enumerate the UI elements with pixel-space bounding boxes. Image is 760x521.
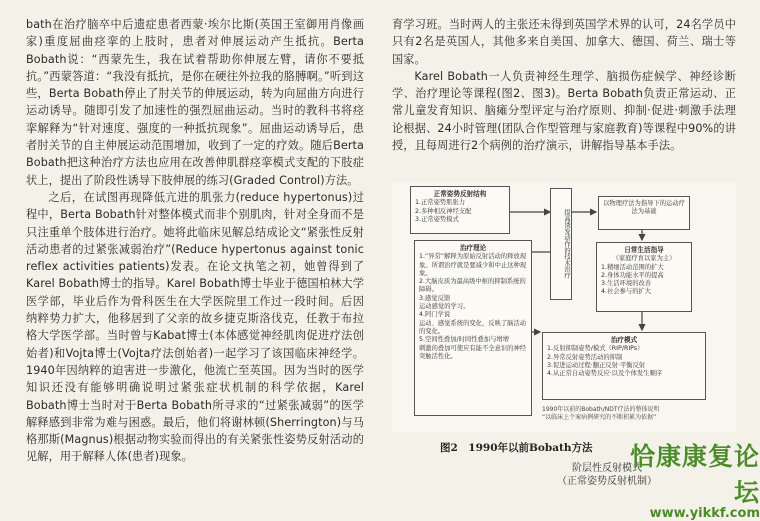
treatment-model-box bbox=[542, 332, 706, 400]
box-item: 3.感觉反馈 bbox=[419, 294, 451, 302]
box-item: 3.生活环境的改善 bbox=[601, 280, 652, 288]
normal-posture-box bbox=[410, 186, 510, 234]
box-item: 2.大脑皮质为最高级中枢的抑制系统的障碍。 bbox=[419, 278, 526, 294]
box-title: 治疗模式 bbox=[610, 336, 638, 344]
daily-life-guidance-box bbox=[596, 242, 692, 312]
bottom-line: 阶层性反射模式 bbox=[572, 463, 642, 474]
physiotherapy-basis-box: 以物理疗法为指导下的运动疗法为基础 bbox=[598, 196, 690, 230]
box-item: 运动感觉的学习。 bbox=[419, 303, 470, 311]
box-item: 1.精细活动范围的扩大 bbox=[601, 263, 664, 271]
right-column bbox=[392, 16, 736, 154]
figure-inner-caption bbox=[542, 406, 722, 422]
box-item: 1.反射抑制姿势/模式（RIP/RIPs） bbox=[547, 345, 644, 353]
box-item: 4.从正常自动姿势反应·以及个体发生顺序 bbox=[547, 370, 663, 378]
watermark bbox=[610, 437, 760, 521]
box-item: 刺激的叠加可使应有能不全意识的神经突触活性化。 bbox=[419, 344, 527, 360]
technique-vertical-box: 提高诱发动作的技术治疗 bbox=[550, 188, 572, 300]
box-item: 2.异常反射姿势活动的抑制 bbox=[547, 353, 623, 361]
bottom-line: （正常姿势反射机制） bbox=[557, 476, 657, 487]
box-item: 1.“异常”解释为原始反射活动的释放现象。所谓治疗就是要减少和中止这种现象。 bbox=[419, 253, 527, 277]
body-paragraph: bath在治疗脑卒中后遗症患者西蒙·埃尔比斯(英国王室御用肖像画家)重度屈曲痉挛的上肢时，患者对伸展运动产生抵抗。Berta Bobath说：“西蒙先生，我在试着帮助你伸展左臂，请你不要抵抗。”西蒙答道：“我没有抵抗，是你在硬往外拉我的胳膊啊。”听到这些，Berta Bobath停止了肘关节的伸展运动，转为向屈曲方向进行运动诱导。随即引发了加速性的强烈屈曲运动。当时的教科书将痉挛解释为“针对速度、强度的一种抵抗现象”。屈曲运动诱导后，患者肘关节的自主伸展运动范围增加，收到了一定的疗效。随后Berta Bobath把这种治疗方法也应用在改善伸肌群痉挛模式支配的下肢症状上，提出了阶段性诱导下肢伸展的练习(Graded Control)方法。 bbox=[26, 18, 364, 187]
caption-line: 1990年以前的Bobath/NDT疗法的整体说明 bbox=[542, 406, 660, 413]
box-item: 4.社会参与的扩大 bbox=[601, 288, 652, 296]
left-column bbox=[26, 16, 364, 466]
box-title: 治疗理论 bbox=[459, 244, 487, 252]
box-title: 日常生活指导 bbox=[624, 246, 664, 254]
box-item: 运动、感觉系统的变化，反映了脑活动的变化。 bbox=[419, 319, 527, 335]
box-item: 2.多种相反神经支配 bbox=[415, 207, 472, 215]
box-item: 4.阿门学说 bbox=[419, 311, 451, 319]
body-paragraph: Karel Bobath一人负责神经生理学、脑损伤症候学、神经诊断学、治疗理论等课程(图2、图3)。Berta Bobath负责正常运动、正常儿童发育知识、脑瘫分型评定与治疗原则、抑制·促进·刺激手法理论根据、24小时管理(团队合作型管理与家庭教育)等课程中90%的讲授，且每周进行2个病例的治疗演示，讲解指导基本手法。 bbox=[392, 69, 736, 153]
caption-line: “以临床上个案病例研究的不断积累为依据” bbox=[542, 414, 657, 421]
body-paragraph: 育学习班。当时两人的主张还未得到英国学术界的认可，24名学员中只有2名是英国人，其他多来自美国、加拿大、德国、荷兰、瑞士等国家。 bbox=[392, 18, 736, 66]
box-item: 3.正常姿势模式 bbox=[415, 215, 459, 223]
box-item: 2.身体功能水平的提高 bbox=[601, 271, 664, 279]
box-title: 正常姿势反射结构 bbox=[433, 190, 487, 198]
box-item: 1.正常姿势肌张力 bbox=[415, 199, 466, 207]
box-item: 3.促进运动过程·翻正反射·平衡反射 bbox=[547, 361, 646, 369]
watermark-logo-text: 恰康康复论坛 bbox=[629, 442, 760, 507]
body-paragraph: 之后，在试图再现降低亢进的肌张力(reduce hypertonus)过程中，Berta Bobath针对整体模式而非个别肌肉，针对全身而不是只注重单个肢体进行治疗。她将此临床见解总结成论文“紧张性反射活动患者的过紧张减弱治疗”(Reduce hypertonus against tonic reflex activities patients)发表。在论文执笔之初，她曾得到了Karel Bobath博士的指导。Karel Bobath博士毕业于德国柏林大学医学部，毕业后作为骨科医生在大学医院里工作过一段时间。后因纳粹势力扩大，他移居到了父亲的故乡捷克斯洛伐克，任教于布拉格大学医学部。当时曾与Kabat博士(本体感觉神经肌肉促进疗法创始者)和Vojta博士(Vojta疗法创始者)一起学习了该国临床神经学。1940年因纳粹的迫害进一步激化，他流亡至英国。因为当时的医学知识还没有能够明确说明过紧张症状机制的科学依据，Karel Bobath博士当时对于Berta Bobath所寻求的“过紧张减弱”的医学解释感到非常为难与困惑。最后，他们将谢林顿(Sherrington)与马格那斯(Magnus)根据动物实验而得出的有关紧张性姿势反射活动的见解，用于解释人体(患者)现象。 bbox=[26, 190, 364, 464]
watermark-url: www.yikkf.com bbox=[649, 506, 760, 521]
box-item: 5.空间性叠加/时间性叠加与增增 bbox=[419, 336, 509, 344]
figure-diagram bbox=[392, 182, 736, 432]
figure-title: 图2 1990年以前Bobath方法 bbox=[440, 442, 593, 454]
box-subtitle: （家庭疗育以家为主） bbox=[612, 255, 676, 263]
treatment-theory-box bbox=[414, 240, 532, 416]
